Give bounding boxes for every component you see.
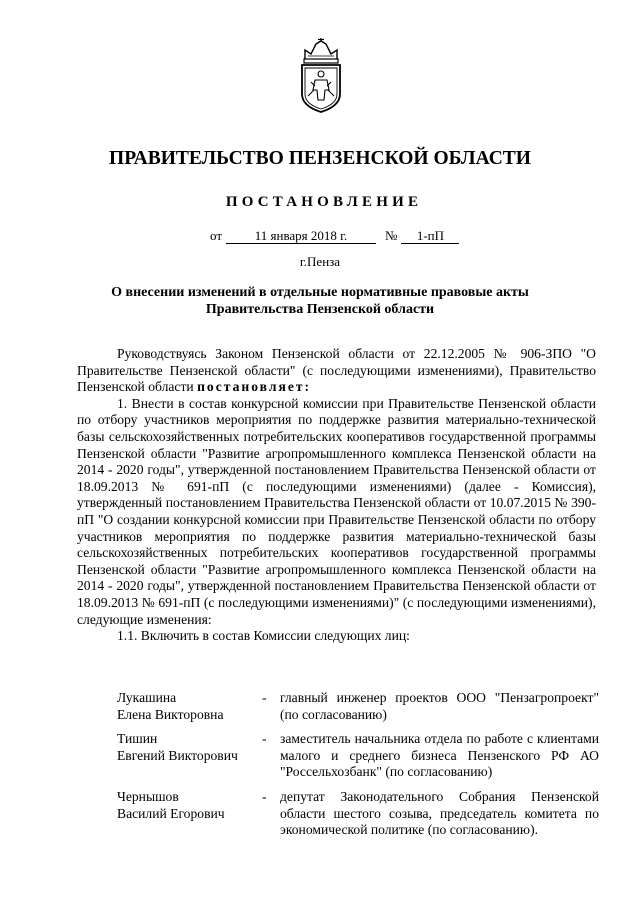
subject-line-2: Правительства Пензенской области — [205, 302, 435, 317]
document-number: 1-пП — [401, 228, 459, 244]
date-prefix: от — [210, 228, 223, 243]
member-surname: Чернышов — [117, 788, 179, 804]
city: г.Пенза — [299, 254, 341, 269]
number-prefix: № — [385, 228, 398, 243]
member-dash: - — [262, 690, 267, 705]
member-name — [117, 731, 262, 781]
member-name — [117, 789, 262, 839]
list-item — [117, 789, 599, 839]
document-type: ПОСТАНОВЛЕНИЕ — [225, 194, 423, 210]
government-title: ПРАВИТЕЛЬСТВО ПЕНЗЕНСКОЙ ОБЛАСТИ — [109, 148, 531, 169]
member-surname: Лукашина — [117, 690, 177, 705]
item-1-paragraph: 1. Внести в состав конкурсной комиссии при Правительстве Пензенской области по отбору участников мероприятия по поддержке развития материально-технической базы сельскохозяйственных потребительских кооперативов государственной программы Пензенской области "Развитие агропромышленного комплекса Пензенской области на 2014 - 2020 годы", утвержденной постановлением Правительства Пензенской области от 18.09.2013 № 691-пП (с последующими изменениями) (далее - Комиссия), утвержденный постановлением Правительства Пензенской области от 10.07.2015 № 390-пП "О создании конкурсной комиссии при Правительстве Пензенской области по отбору участников мероприятия по поддержке развития материально-технической базы сельскохозяйственных потребительских кооперативов государственной программы Пензенской области "Развитие агропромышленного комплекса Пензенской области на 2014 - 2020 годы", утвержденной постановлением Правительства Пензенской области от 18.09.2013 № 691-пП (с последующими изменениями)" (с последующими изменениями), следующие изменения: — [77, 395, 596, 627]
member-given-names: Елена Викторовна — [117, 706, 224, 722]
member-dash: - — [262, 731, 267, 747]
list-item — [117, 731, 599, 781]
member-given-names: Евгений Викторович — [117, 747, 238, 763]
member-name — [117, 690, 262, 723]
preamble-paragraph — [77, 346, 596, 396]
penza-region-coat-of-arms-icon — [296, 38, 346, 114]
member-given-names: Василий Егорович — [117, 805, 225, 821]
member-surname: Тишин — [117, 731, 158, 747]
member-position: главный инженер проектов ООО "Пензагропроект" (по согласованию) — [280, 690, 599, 722]
decree-word: постановляет: — [197, 379, 312, 395]
document-subject — [90, 284, 550, 318]
subject-line-1: О внесении изменений в отдельные нормативные правовые акты — [111, 285, 529, 300]
item-1-1-paragraph: 1.1. Включить в состав Комиссии следующих лиц: — [117, 628, 410, 644]
member-position: депутат Законодательного Собрания Пензенской области шестого созыва, председатель комитета по экономической политике (по согласованию). — [280, 788, 599, 838]
date-number-line — [210, 228, 459, 244]
list-item — [117, 690, 599, 723]
member-position: заместитель начальника отдела по работе с клиентами малого и среднего бизнеса Пензенского РФ АО "Россельхозбанк" (по согласованию) — [280, 731, 599, 780]
member-dash: - — [262, 788, 267, 804]
document-date: 11 января 2018 г. — [226, 228, 376, 244]
commission-members-list — [117, 690, 599, 847]
document-body — [77, 346, 596, 645]
preamble-text: Руководствуясь Законом Пензенской области от 22.12.2005 № 906-ЗПО "О Правительстве Пензенской области" (с последующими изменениями), Правительство Пензенской области — [77, 346, 596, 395]
